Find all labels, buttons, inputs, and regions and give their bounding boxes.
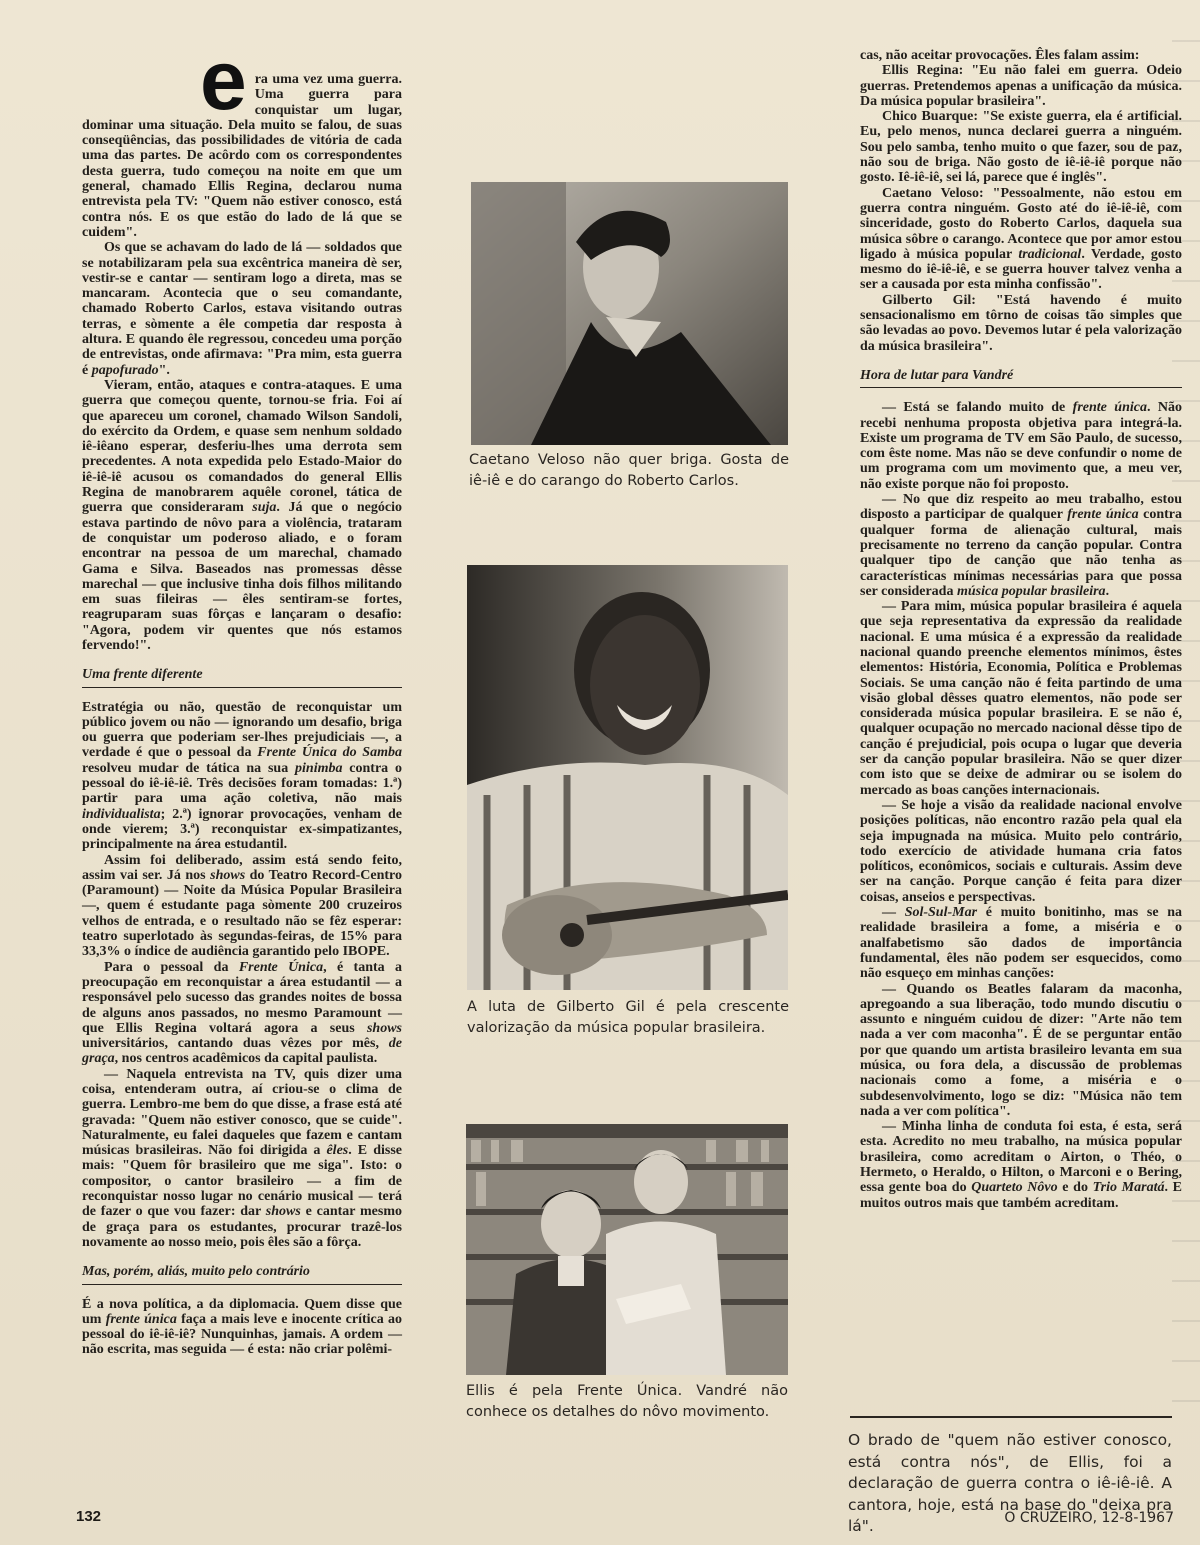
section-subhead: Mas, porém, aliás, muito pelo contrário — [82, 1264, 402, 1284]
page-number: 132 — [76, 1508, 102, 1525]
paragraph: Chico Buarque: "Se existe guerra, ela é artificial. Eu, pelo menos, nunca declarei guerra a ninguém. Sou pelo samba, tenho muito o que fazer, sou de paz, não sou de briga. Não gosto de iê-iê-iê porque não gosto. Iê-iê-iê, sei lá, parece que é inglês". — [860, 109, 1182, 186]
photo-caption: Ellis é pela Frente Única. Vandré não conhece os detalhes do nôvo movimento. — [466, 1383, 788, 1420]
paragraph: — Quando os Beatles falaram da maconha, apregoando a sua liberação, todo mundo discutiu o assunto e ninguém cuidou de dizer: "Arte não tem nada a ver com maconha". É de se perguntar então por que quando um artista brasileiro levanta em sua música, ou fora dela, a discussão de problemas nacionais como a fome, a miséria e o subdesenvolvimento, logo se diz: "Música não tem nada a ver com política". — [860, 981, 1182, 1119]
paragraph: — Naquela entrevista na TV, quis dizer uma coisa, entenderam outra, aí criou-se o clima de guerra. Lembro-me bem do que disse, a frase está até gravada: "Quem não estiver conosco, que se cuide". Naturalmente, eu falei daqueles que fazem e cantam músicas brasileiras. Não foi dirigida a êles. E disse mais: "Quem fôr brasileiro que me siga". Isto: o compositor, o cantor brasileiro — a fim de reconquistar nosso lugar no cenário musical — terá de fazer o que vou fazer: dar shows e cantar mesmo de graça para os estudantes, procurar trazê-los novamente ao nosso meio, pois êles são a fôrça. — [82, 1066, 402, 1250]
article-column-right — [860, 48, 1182, 1211]
paragraph: Para o pessoal da Frente Única, é tanta a preocupação em reconquistar a área estudantil — a responsável pelo sucesso das grandes noites de bossa de alguns anos passados, no mesmo Paramount — que Ellis Regina voltará agora a seus shows universitários, cantando duas vêzes por mês, de graça, nos centros acadêmicos da capital paulista. — [82, 959, 403, 1067]
paragraph: Gilberto Gil: "Está havendo é muito sensacionalismo em tôrno de coisas tão simples que são levadas ao povo. Devemos lutar é pela valorização da música brasileira". — [860, 292, 1182, 354]
drop-cap: e — [200, 33, 247, 127]
paragraph: Os que se achavam do lado de lá — soldados que se notabilizaram pela sua excêntrica maneira dè ser, vestir-se e cantar — sentiram logo a direta, mas se mancaram. Acontecia que o seu comandante, chamado Roberto Carlos, estava visitando outras terras, e sòmente a êle competia dar resposta à altura. E quando êle regressou, concedeu uma porção de entrevistas, onde afirmava: "Pra mim, esta guerra é papofurado". — [82, 240, 402, 378]
paragraph: — Minha linha de conduta foi esta, é esta, será esta. Acredito no meu trabalho, na música popular brasileira, como acreditam o Airton, o Théo, o Hermeto, o Heraldo, o Hilton, o Marconi e o Bering, essa gente boa do Quarteto Nôvo e do Trio Maratá. E muitos outros mais que também acreditam. — [860, 1119, 1182, 1211]
photo-gilberto-gil — [467, 565, 788, 990]
photo-ellis-vandre — [466, 1124, 788, 1375]
paragraph: cas, não aceitar provocações. Êles falam assim: — [860, 48, 1140, 63]
paragraph: Estratégia ou não, questão de reconquistar um público jovem ou não — ignorando um desafio, briga ou guerra que poderiam ser-lhes prejudiciais —, a verdade é que o pessoal da Frente Única do Samba resolveu mudar de tática na sua pinimba contra o pessoal do iê-iê-iê. Três decisões foram tomadas: 1.ª) partir para uma ação coletiva, não mais individualista; 2.ª) ignorar provocações, venham de onde vierem; 3.ª) reconquistar ex-simpatizantes, principalmente na área estudantil. — [82, 699, 402, 853]
paragraph: — Se hoje a visão da realidade nacional envolve posições políticas, não encontro razão pela qual ela seja impugnada na música. Muito pelo contrário, todo exercício de atividade humana cria fatos políticos, econômicos, sociais e culturais. Assim deve ser na canção. Porque canção é feita para dizer coisas, anseios e perspectivas. — [860, 797, 1182, 905]
paragraph: Assim foi deliberado, assim está sendo feito, assim vai ser. Já nos shows do Teatro Record-Centro (Paramount) — Noite da Música Popular Brasileira —, quem é estudante paga sòmente 200 cruzeiros velhos de entrada, e o resultado não se fêz esperar: teatro superlotado às segundas-feiras, de 15% para 33,3% o índice de audiência garantido pelo IBOPE. — [82, 852, 402, 960]
photo-caption: Caetano Veloso não quer briga. Gosta de iê-iê e do carango do Roberto Carlos. — [469, 452, 789, 489]
paragraph: — Sol-Sul-Mar é muito bonitinho, mas se na realidade brasileira a fome, a miséria e o analfabetismo são dados de importância fundamental, êles não podem ser esquecidos, como não esqueço em minhas canções: — [860, 905, 1183, 982]
section-subhead: Hora de lutar para Vandré — [860, 368, 1182, 388]
paragraph: É a nova política, a da diplomacia. Quem disse que um frente única faça a mais leve e inocente crítica ao pessoal do iê-iê-iê? Nunquinhas, jamais. A ordem — não escrita, mas seguida — é esta: não criar polêmi- — [82, 1296, 402, 1358]
paragraph: — No que diz respeito ao meu trabalho, estou disposto a participar de qualquer frente única contra qualquer forma de alienação cultural, mais precisamente no terreno da canção popular. Contra qualquer tipo de canção que não tenha as características mínimas necessárias para que possa ser considerada música popular brasileira. — [860, 492, 1182, 599]
section-subhead: Uma frente diferente — [82, 667, 402, 687]
article-column-left — [82, 33, 403, 1358]
photo-caetano-veloso — [471, 182, 788, 445]
pull-quote: O brado de "quem não estiver conosco, está contra nós", de Ellis, foi a declaração de guerra contra o iê-iê-iê. A cantora, hoje, está na base do "deixa pra lá". — [848, 1431, 1172, 1535]
issue-footer: O CRUZEIRO, 12-8-1967 — [1004, 1510, 1174, 1526]
paragraph: Caetano Veloso: "Pessoalmente, não estou em guerra contra ninguém. Gosto até do iê-iê-iê, com sinceridade, gosto do Roberto Carlos, daquela sua música sôbre o carango. Acontece que por amor estou ligado à música popular tradicional. Verdade, gosto mesmo do iê-iê-iê, e se guerra houver talvez venha a ser a causada por esta minha confissão". — [860, 185, 1182, 293]
paragraph: — Para mim, música popular brasileira é aquela que seja representativa da expressão da realidade nacional. E uma música é a expressão da realidade nacional quando preenche elementos mínimos, êstes elementos: História, Economia, Política e Problemas Sociais. Se uma canção não é feita partindo de uma visão global dêsses quatro elementos, não pode ser considerada música popular brasileira. E se não é, qualquer ocupação no mercado nacional dêsse tipo de canção é prejudicial, pois ocupa o lugar que deveria ser da canção popular brasileira. Não se quer dizer com isto que se deixe de admirar ou se isolem do mercado as boas canções internacionais. — [860, 599, 1182, 798]
photo-caption: A luta de Gilberto Gil é pela crescente valorização da música popular brasileira. — [467, 999, 789, 1036]
paragraph: Vieram, então, ataques e contra-ataques. E uma guerra que começou quente, tornou-se fria. Foi aí que apareceu um coronel, chamado Wilson Sandoli, do exército da Ordem, e quase sem nenhum soldado iê-iêano esperar, desferiu-lhes uma derrota sem precedentes. A nota expedida pelo Estado-Maior do iê-iê-iê acusou os comandados do general Ellis Regina de manobrarem aquêle coronel, tática de guerra que consideraram suja. Já que o negócio estava partindo de nôvo para a violência, trataram de conquistar um poderoso aliado, e o foram encontrar na pessoa de um marechal, chamado Gama e Silva. Baseados nas promessas dêsse marechal — que inclusive tinha dois filhos militando em suas fileiras — êles sentiram-se fortes, reagruparam suas fôrças e lançaram o desafio: "Agora, podem vir quentes que nós estamos fervendo!". — [82, 377, 402, 653]
paragraph: Ellis Regina: "Eu não falei em guerra. Odeio guerras. Pretendemos apenas a unificação da música. Da música popular brasileira". — [860, 63, 1182, 109]
paragraph: ra uma vez uma guerra. Uma guerra para conquistar um lugar, dominar uma situação. Dela muito se falou, de suas conseqüências, das possibilidades de vitória de cada uma das partes. De acôrdo com os correspondentes desta guerra, tudo começou na noite em que um general, chamado Ellis Regina, declarou numa entrevista pela TV: "Quem não estiver conosco, está contra nós. E os que estão do lado de lá que se cuidem". — [82, 72, 402, 240]
divider-rule — [850, 1416, 1172, 1418]
paragraph: — Está se falando muito de frente única. Não recebi nenhuma proposta objetiva para integrá-la. Existe um programa de TV em São Paulo, de sucesso, com êste nome. Mas não se deve confundir o nome de um programa com um movimento que, a meu ver, não existe porque não foi proposto. — [860, 400, 1182, 492]
